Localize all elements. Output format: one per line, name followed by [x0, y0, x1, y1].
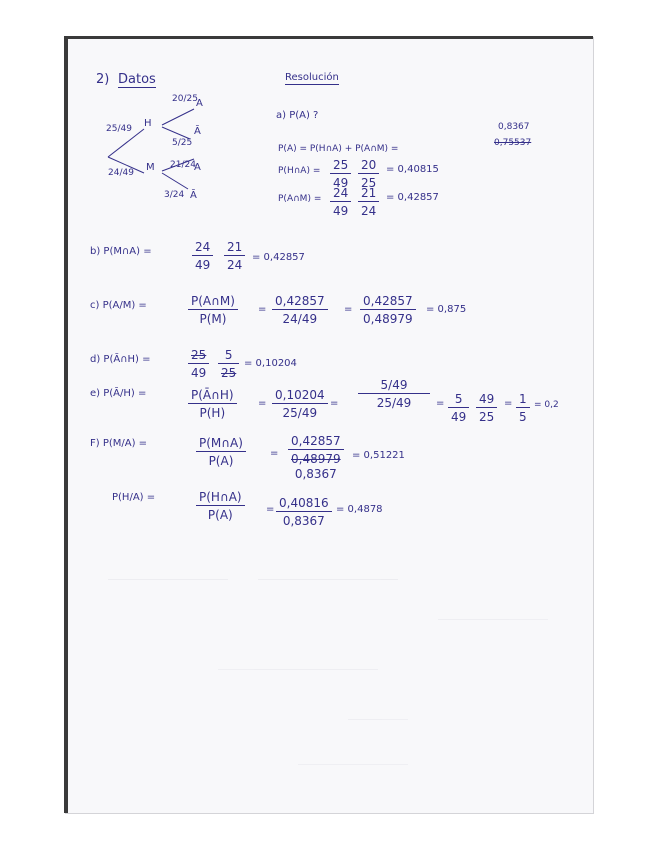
part-c-frac2: 0,42857 24/49 — [272, 295, 328, 325]
part-a-line3-frac2: 21 24 — [358, 187, 379, 217]
part-b-frac1: 24 49 — [192, 241, 213, 271]
tree-node-h: H — [144, 118, 152, 129]
part-d-frac2: 5 25 — [218, 349, 239, 379]
resolucion-heading: Resolución — [285, 72, 339, 83]
part-a-line3-lhs: P(A∩M) = — [278, 194, 322, 204]
part-e-frac2: 0,10204 25/49 — [272, 389, 328, 419]
part-b-frac2: 21 24 — [224, 241, 245, 271]
tree-node-m: M — [146, 162, 155, 173]
problem-number: 2) — [96, 72, 110, 87]
part-e-frac5: 49 25 — [476, 393, 497, 423]
part-c-label: c) P(A/M) = — [90, 300, 147, 311]
part-f-label: F) P(M/A) = — [90, 438, 148, 449]
equals-sign: = — [344, 304, 353, 315]
part-f-result2: = 0,4878 — [336, 504, 383, 515]
part-f-frac4: 0,40816 0,8367 — [276, 497, 332, 527]
tree-branch-ha — [162, 109, 194, 125]
part-b-result: = 0,42857 — [252, 252, 305, 263]
part-b-label: b) P(M∩A) = — [90, 246, 152, 257]
equals-sign: = — [258, 304, 267, 315]
equals-sign: = — [270, 448, 279, 459]
tree-label-m-prob: 24/49 — [108, 168, 134, 178]
tree-node-ha: A — [196, 98, 203, 109]
part-e-frac6: 1 5 — [516, 393, 530, 423]
part-a-line2-lhs: P(H∩A) = — [278, 166, 321, 176]
part-e-frac1: P(Ā∩H) P(H) — [188, 389, 237, 419]
equals-sign: = — [330, 398, 339, 409]
part-f-frac2: 0,42857 0,48979 0,8367 — [288, 435, 344, 480]
part-e-label: e) P(Ā/H) = — [90, 388, 147, 399]
part-c-frac3: 0,42857 0,48979 — [360, 295, 416, 325]
part-c-result: = 0,875 — [426, 304, 467, 315]
equals-sign: = — [436, 398, 445, 409]
part-d-frac1: 25 49 — [188, 349, 209, 379]
part-a-question: a) P(A) ? — [276, 110, 319, 121]
tree-node-hna: Ā — [194, 126, 201, 137]
tree-node-ma: A — [194, 162, 201, 173]
datos-heading: Datos — [118, 72, 156, 87]
equals-sign: = — [266, 504, 275, 515]
part-a-result: 0,8367 — [498, 122, 530, 132]
part-d-result: = 0,10204 — [244, 358, 297, 369]
equals-sign: = — [258, 398, 267, 409]
equals-sign: = — [504, 398, 513, 409]
part-a-struck-value: 0,75537 — [494, 138, 532, 148]
part-f-label2: P(H/A) = — [112, 492, 156, 503]
part-c-frac1: P(A∩M) P(M) — [188, 295, 238, 325]
part-a-line3-frac1: 24 49 — [330, 187, 351, 217]
part-e-frac4: 5 49 — [448, 393, 469, 423]
part-a-line2-frac2: 20 25 — [358, 159, 379, 189]
part-e-result: = 0,2 — [534, 400, 559, 410]
tree-branch-mna — [162, 173, 188, 189]
tree-label-ha-prob: 20/25 — [172, 94, 198, 104]
part-a-line3-result: = 0,42857 — [386, 192, 439, 203]
part-a-line1: P(A) = P(H∩A) + P(A∩M) = — [278, 144, 399, 154]
tree-label-hna-prob: 5/25 — [172, 138, 193, 148]
tree-label-ma-prob: 21/24 — [170, 160, 196, 170]
notebook-page — [64, 36, 593, 813]
part-d-label: d) P(Ā∩H) = — [90, 354, 151, 365]
tree-label-h-prob: 25/49 — [106, 124, 132, 134]
part-f-frac3: P(H∩A) P(A) — [196, 491, 245, 521]
part-a-line2-frac1: 25 49 — [330, 159, 351, 189]
tree-node-mna: Ā — [190, 190, 197, 201]
part-f-result: = 0,51221 — [352, 450, 405, 461]
part-a-line2-result: = 0,40815 — [386, 164, 439, 175]
part-f-frac1: P(M∩A) P(A) — [196, 437, 246, 467]
part-e-frac3: 5/49 25/49 — [358, 379, 430, 409]
tree-label-mna-prob: 3/24 — [164, 190, 185, 200]
bleed-through-area — [98, 559, 568, 789]
